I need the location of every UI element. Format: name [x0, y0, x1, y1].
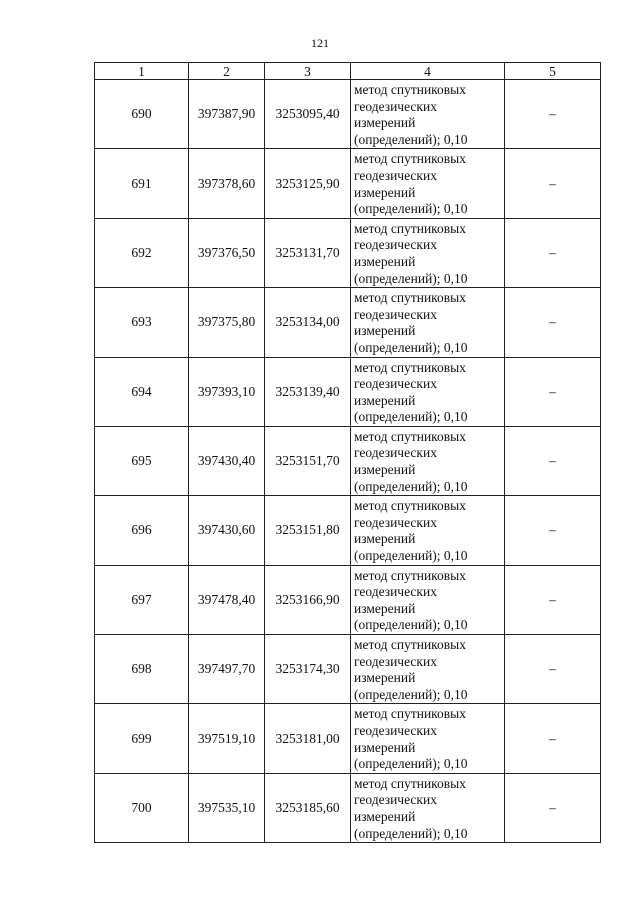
x-coordinate-cell: 397393,10	[189, 357, 265, 426]
table-header	[95, 63, 601, 80]
note-cell: –	[505, 149, 601, 218]
note-cell: –	[505, 80, 601, 149]
table-row	[95, 635, 601, 704]
x-coordinate-cell: 397535,10	[189, 773, 265, 842]
note-cell: –	[505, 218, 601, 287]
column-header-1: 1	[95, 63, 189, 80]
point-number-cell: 693	[95, 288, 189, 357]
y-coordinate-cell: 3253134,00	[265, 288, 351, 357]
method-cell: метод спутниковых геодезических измерений (определений); 0,10	[351, 218, 505, 287]
coordinates-table	[94, 62, 601, 843]
table-row	[95, 218, 601, 287]
method-cell: метод спутниковых геодезических измерений (определений); 0,10	[351, 773, 505, 842]
x-coordinate-cell: 397519,10	[189, 704, 265, 773]
point-number-cell: 697	[95, 565, 189, 634]
method-cell: метод спутниковых геодезических измерений (определений); 0,10	[351, 80, 505, 149]
y-coordinate-cell: 3253174,30	[265, 635, 351, 704]
method-cell: метод спутниковых геодезических измерений (определений); 0,10	[351, 357, 505, 426]
point-number-cell: 692	[95, 218, 189, 287]
column-header-4: 4	[351, 63, 505, 80]
note-cell: –	[505, 773, 601, 842]
point-number-cell: 696	[95, 496, 189, 565]
table-row	[95, 565, 601, 634]
y-coordinate-cell: 3253125,90	[265, 149, 351, 218]
point-number-cell: 698	[95, 635, 189, 704]
point-number-cell: 691	[95, 149, 189, 218]
note-cell: –	[505, 704, 601, 773]
table-row	[95, 426, 601, 495]
method-cell: метод спутниковых геодезических измерений (определений); 0,10	[351, 496, 505, 565]
note-cell: –	[505, 496, 601, 565]
method-cell: метод спутниковых геодезических измерений (определений); 0,10	[351, 635, 505, 704]
note-cell: –	[505, 426, 601, 495]
table-row	[95, 149, 601, 218]
point-number-cell: 699	[95, 704, 189, 773]
note-cell: –	[505, 635, 601, 704]
note-cell: –	[505, 288, 601, 357]
table-row	[95, 496, 601, 565]
x-coordinate-cell: 397430,40	[189, 426, 265, 495]
y-coordinate-cell: 3253181,00	[265, 704, 351, 773]
point-number-cell: 695	[95, 426, 189, 495]
method-cell: метод спутниковых геодезических измерений (определений); 0,10	[351, 704, 505, 773]
method-cell: метод спутниковых геодезических измерений (определений); 0,10	[351, 149, 505, 218]
x-coordinate-cell: 397430,60	[189, 496, 265, 565]
x-coordinate-cell: 397375,80	[189, 288, 265, 357]
note-cell: –	[505, 565, 601, 634]
table-row	[95, 704, 601, 773]
y-coordinate-cell: 3253151,70	[265, 426, 351, 495]
point-number-cell: 690	[95, 80, 189, 149]
y-coordinate-cell: 3253185,60	[265, 773, 351, 842]
method-cell: метод спутниковых геодезических измерений (определений); 0,10	[351, 426, 505, 495]
column-header-3: 3	[265, 63, 351, 80]
point-number-cell: 694	[95, 357, 189, 426]
table-row	[95, 80, 601, 149]
header-row	[95, 63, 601, 80]
x-coordinate-cell: 397376,50	[189, 218, 265, 287]
method-cell: метод спутниковых геодезических измерений (определений); 0,10	[351, 565, 505, 634]
table-row	[95, 288, 601, 357]
note-cell: –	[505, 357, 601, 426]
y-coordinate-cell: 3253151,80	[265, 496, 351, 565]
y-coordinate-cell: 3253095,40	[265, 80, 351, 149]
column-header-2: 2	[189, 63, 265, 80]
page-number: 121	[311, 36, 329, 50]
y-coordinate-cell: 3253166,90	[265, 565, 351, 634]
y-coordinate-cell: 3253131,70	[265, 218, 351, 287]
x-coordinate-cell: 397378,60	[189, 149, 265, 218]
table-row	[95, 773, 601, 842]
table-body	[95, 80, 601, 843]
x-coordinate-cell: 397387,90	[189, 80, 265, 149]
x-coordinate-cell: 397478,40	[189, 565, 265, 634]
method-cell: метод спутниковых геодезических измерений (определений); 0,10	[351, 288, 505, 357]
point-number-cell: 700	[95, 773, 189, 842]
table-row	[95, 357, 601, 426]
y-coordinate-cell: 3253139,40	[265, 357, 351, 426]
x-coordinate-cell: 397497,70	[189, 635, 265, 704]
column-header-5: 5	[505, 63, 601, 80]
